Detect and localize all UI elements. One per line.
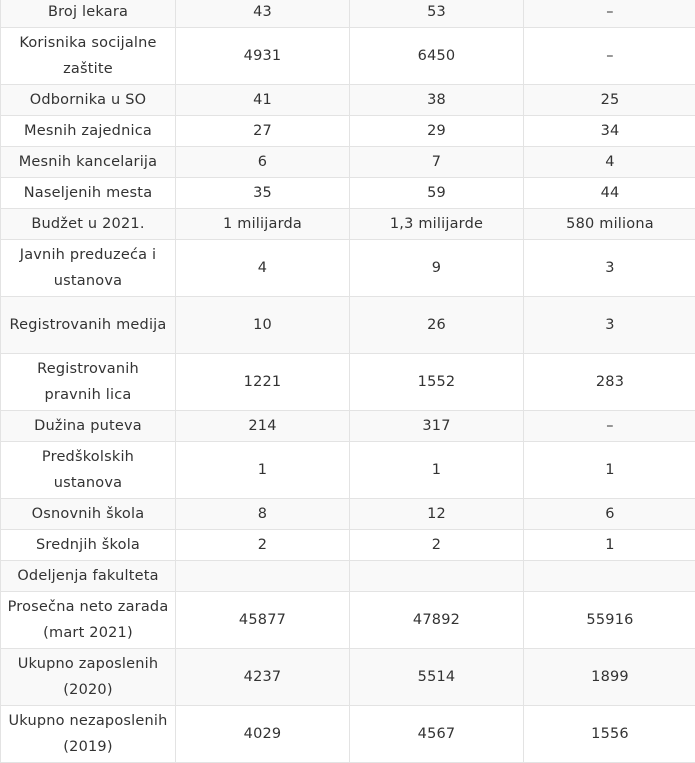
table-row bbox=[1, 297, 695, 354]
table-cell: 25 bbox=[524, 85, 695, 116]
table-cell: 1 milijarda bbox=[176, 209, 350, 240]
table-cell: 55916 bbox=[524, 592, 695, 649]
row-label: Ukupno nezaposlenih (2019) bbox=[1, 706, 176, 763]
table-cell: 4 bbox=[176, 240, 350, 297]
table-cell: 29 bbox=[350, 116, 524, 147]
table-row bbox=[1, 0, 695, 28]
table-cell: 1552 bbox=[350, 354, 524, 411]
table-row bbox=[1, 85, 695, 116]
table-cell: 6 bbox=[176, 147, 350, 178]
table-cell: 12 bbox=[350, 499, 524, 530]
table-cell: 4029 bbox=[176, 706, 350, 763]
table-cell: 4931 bbox=[176, 28, 350, 85]
table-cell: 7 bbox=[350, 147, 524, 178]
table-cell: 41 bbox=[176, 85, 350, 116]
table-row bbox=[1, 530, 695, 561]
row-label: Javnih preduzeća i ustanova bbox=[1, 240, 176, 297]
row-label: Osnovnih škola bbox=[1, 499, 176, 530]
row-label: Odeljenja fakulteta bbox=[1, 561, 176, 592]
row-label: Prosečna neto zarada (mart 2021) bbox=[1, 592, 176, 649]
table-cell: 1556 bbox=[524, 706, 695, 763]
table-cell: 317 bbox=[350, 411, 524, 442]
table-row bbox=[1, 499, 695, 530]
table-cell: 35 bbox=[176, 178, 350, 209]
table-cell: 6450 bbox=[350, 28, 524, 85]
table-row bbox=[1, 209, 695, 240]
row-label: Korisnika socijalne zaštite bbox=[1, 28, 176, 85]
table-cell: 34 bbox=[524, 116, 695, 147]
table-row bbox=[1, 28, 695, 85]
row-label: Registrovanih medija bbox=[1, 297, 176, 354]
table-cell: 283 bbox=[524, 354, 695, 411]
table-row bbox=[1, 649, 695, 706]
row-label: Naseljenih mesta bbox=[1, 178, 176, 209]
table-row bbox=[1, 561, 695, 592]
table-cell: 3 bbox=[524, 240, 695, 297]
table-cell bbox=[350, 561, 524, 592]
table-row bbox=[1, 147, 695, 178]
table-cell: – bbox=[524, 0, 695, 28]
table-cell: 1 bbox=[350, 442, 524, 499]
table-cell: 2 bbox=[176, 530, 350, 561]
table-cell: 3 bbox=[524, 297, 695, 354]
table-cell: 1 bbox=[524, 442, 695, 499]
table-row bbox=[1, 411, 695, 442]
table-cell: 8 bbox=[176, 499, 350, 530]
table-cell: 2 bbox=[350, 530, 524, 561]
table-cell: 1221 bbox=[176, 354, 350, 411]
table-row bbox=[1, 240, 695, 297]
table-cell: 1899 bbox=[524, 649, 695, 706]
table-cell: 38 bbox=[350, 85, 524, 116]
table-cell: 45877 bbox=[176, 592, 350, 649]
table-cell: – bbox=[524, 411, 695, 442]
table-row bbox=[1, 706, 695, 763]
table-cell: 214 bbox=[176, 411, 350, 442]
row-label: Mesnih zajednica bbox=[1, 116, 176, 147]
table-cell: 1 bbox=[176, 442, 350, 499]
row-label: Srednjih škola bbox=[1, 530, 176, 561]
row-label: Registrovanih pravnih lica bbox=[1, 354, 176, 411]
table-cell: – bbox=[524, 28, 695, 85]
table-row bbox=[1, 354, 695, 411]
table-cell: 53 bbox=[350, 0, 524, 28]
table-cell: 580 miliona bbox=[524, 209, 695, 240]
table-cell: 59 bbox=[350, 178, 524, 209]
table-cell: 1,3 milijarde bbox=[350, 209, 524, 240]
table-cell: 1 bbox=[524, 530, 695, 561]
table-cell: 4237 bbox=[176, 649, 350, 706]
table-cell: 9 bbox=[350, 240, 524, 297]
row-label: Dužina puteva bbox=[1, 411, 176, 442]
table-cell: 6 bbox=[524, 499, 695, 530]
table-cell: 47892 bbox=[350, 592, 524, 649]
row-label: Mesnih kancelarija bbox=[1, 147, 176, 178]
row-label: Budžet u 2021. bbox=[1, 209, 176, 240]
row-label: Broj lekara bbox=[1, 0, 176, 28]
table-row bbox=[1, 178, 695, 209]
row-label: Ukupno zaposlenih (2020) bbox=[1, 649, 176, 706]
row-label: Predškolskih ustanova bbox=[1, 442, 176, 499]
table-row bbox=[1, 592, 695, 649]
table-cell bbox=[524, 561, 695, 592]
table-cell: 4567 bbox=[350, 706, 524, 763]
table-cell: 43 bbox=[176, 0, 350, 28]
table-cell: 10 bbox=[176, 297, 350, 354]
table-cell: 44 bbox=[524, 178, 695, 209]
table-cell: 5514 bbox=[350, 649, 524, 706]
table-cell: 27 bbox=[176, 116, 350, 147]
table-row bbox=[1, 116, 695, 147]
table-cell: 4 bbox=[524, 147, 695, 178]
table-row bbox=[1, 442, 695, 499]
table-cell bbox=[176, 561, 350, 592]
table-cell: 26 bbox=[350, 297, 524, 354]
row-label: Odbornika u SO bbox=[1, 85, 176, 116]
